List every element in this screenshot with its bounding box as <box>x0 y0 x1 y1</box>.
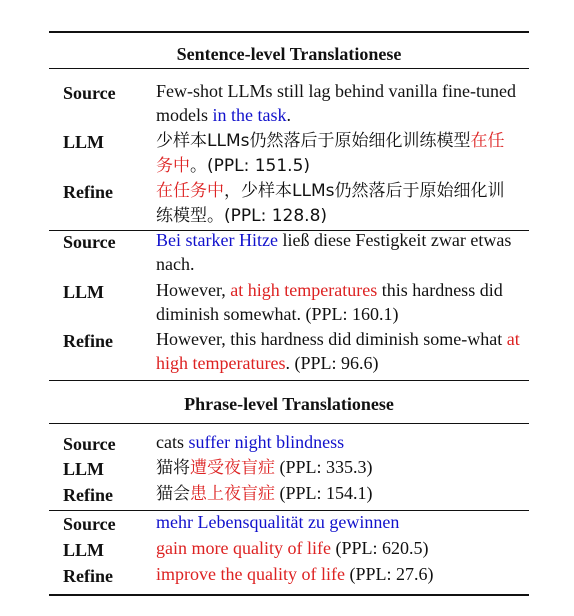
row-label: Source <box>63 434 116 454</box>
text-segment-black: 少样本LLMs仍然落后于原始细化训练模型 <box>156 131 471 151</box>
row-label: Refine <box>63 331 113 351</box>
section-title: Phrase-level Translationese <box>184 394 394 414</box>
text-segment-black: 猫会 <box>156 484 190 504</box>
text-segment-red: at high temperatures <box>156 329 520 373</box>
text-segment-red: 在任务中 <box>156 181 224 201</box>
row-text <box>156 80 521 127</box>
section-rule <box>49 423 529 424</box>
section-rule <box>49 380 529 381</box>
text-segment-black: . (PPL: 96.6) <box>285 352 379 373</box>
text-segment-black: . <box>286 104 291 125</box>
row-label: LLM <box>63 282 105 302</box>
text-segment-red: gain more quality of life <box>156 538 331 558</box>
row-label: Source <box>63 83 116 103</box>
text-segment-black: 猫将 <box>156 458 190 478</box>
row-text <box>156 328 521 375</box>
row-label: LLM <box>63 540 105 560</box>
row-label: Source <box>63 232 116 252</box>
text-segment-black: However, <box>156 280 231 300</box>
row-label: Refine <box>63 182 113 202</box>
top-rule <box>49 31 529 33</box>
text-segment-red: 在任务中 <box>156 131 505 176</box>
text-segment-black: (PPL: 154.1) <box>275 483 373 503</box>
text-segment-blue: mehr Lebensqualität zu gewinnen <box>156 512 400 532</box>
text-segment-red: 遭受夜盲症 <box>190 458 275 478</box>
text-segment-black: ，少样本LLMs仍然落后于原始细化训练模型。(PPL: 128.8) <box>156 181 505 226</box>
row-text <box>156 537 521 561</box>
row-label: Source <box>63 514 116 534</box>
text-segment-red: improve the quality of life <box>156 564 345 584</box>
row-label: Refine <box>63 566 113 586</box>
text-segment-blue: in the task <box>212 104 287 125</box>
text-segment-black: this hardness did diminish somewhat. (PPL: 160.1) <box>156 280 503 324</box>
row-text <box>156 456 521 481</box>
section-rule <box>49 68 529 69</box>
text-segment-black: ließ diese Festigkeit zwar etwas nach. <box>156 230 512 274</box>
row-text <box>156 229 521 276</box>
text-segment-black: Few-shot LLMs still lag behind vanilla fine-tuned models <box>156 81 516 125</box>
text-segment-blue: suffer night blindness <box>188 432 345 452</box>
text-segment-red: at high temperatures <box>230 280 378 300</box>
row-text <box>156 431 521 455</box>
row-text <box>156 511 521 535</box>
row-label: LLM <box>63 132 105 152</box>
row-text <box>156 279 521 326</box>
text-segment-black: cats <box>156 432 189 452</box>
section-title: Sentence-level Translationese <box>176 44 402 64</box>
row-text <box>156 129 521 178</box>
text-segment-black: (PPL: 27.6) <box>344 564 434 584</box>
row-label: LLM <box>63 459 105 479</box>
row-text <box>156 563 521 587</box>
row-text <box>156 179 521 228</box>
bottom-rule <box>49 594 529 596</box>
text-segment-black: 。(PPL: 151.5) <box>190 155 311 176</box>
text-segment-black: However, this hardness did diminish some-what <box>156 329 507 349</box>
text-segment-black: (PPL: 620.5) <box>330 538 429 558</box>
row-text <box>156 482 521 507</box>
text-segment-blue: Bei starker Hitze <box>156 230 278 250</box>
row-label: Refine <box>63 485 113 505</box>
text-segment-black: (PPL: 335.3) <box>275 457 373 477</box>
text-segment-red: 患上夜盲症 <box>190 484 275 504</box>
